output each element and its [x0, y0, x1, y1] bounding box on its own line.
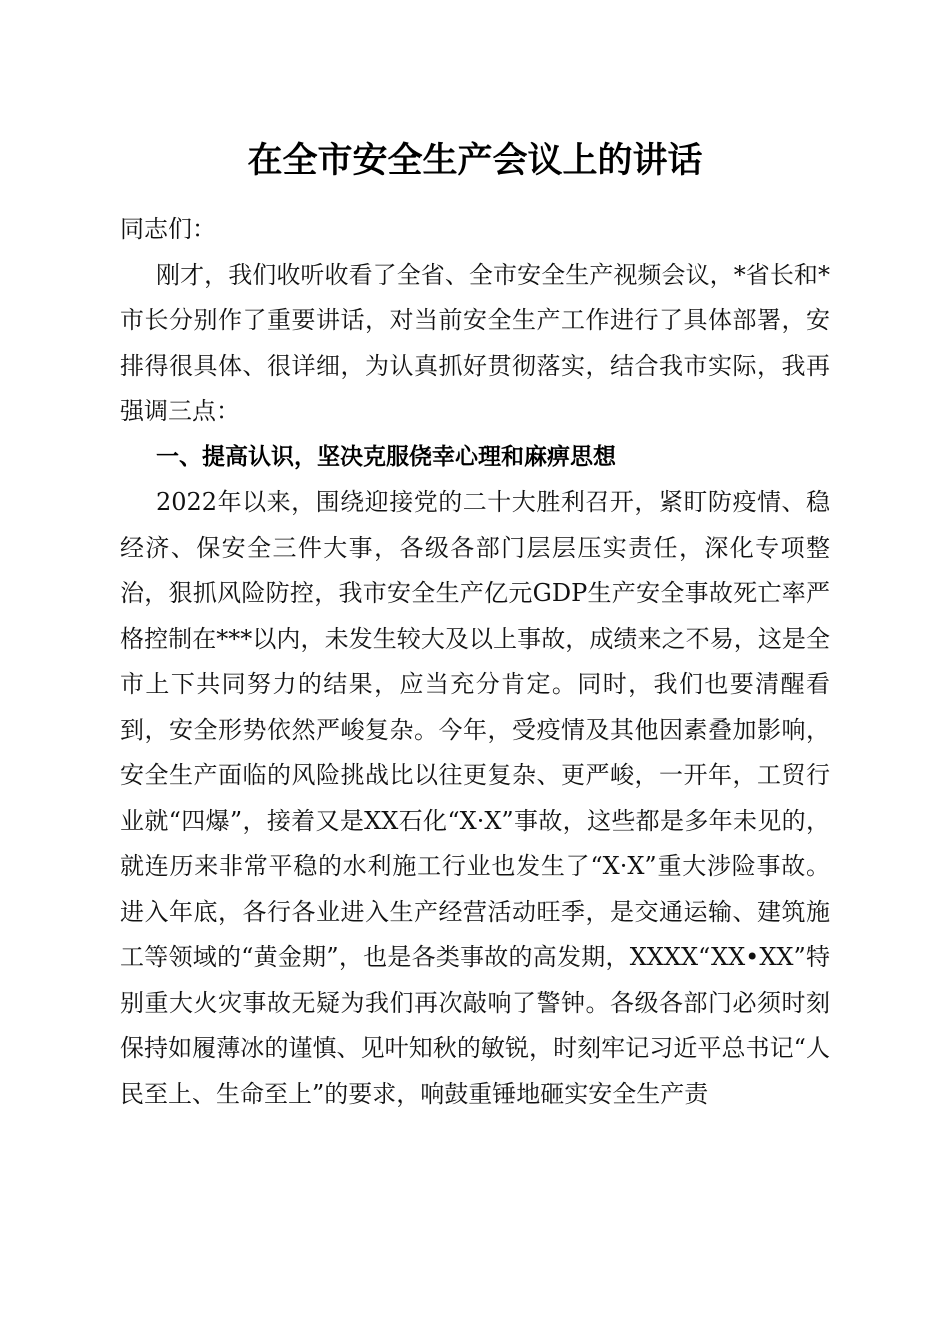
document-title: 在全市安全生产会议上的讲话	[247, 140, 703, 181]
section-heading-1: 一、提高认识，坚决克服侥幸心理和麻痹思想	[156, 443, 616, 470]
document-body	[120, 207, 830, 1117]
section-paragraph-1: 2022年以来，围绕迎接党的二十大胜利召开，紧盯防疫情、稳经济、保安全三件大事，各级各部门层层压实责任，深化专项整治，狠抓风险防控，我市安全生产亿元GDP生产安全事故死亡率严格控制在***以内，未发生较大及以上事故，成绩来之不易，这是全市上下共同努力的结果，应当充分肯定。同时，我们也要清醒看到，安全形势依然严峻复杂。今年，受疫情及其他因素叠加影响，安全生产面临的风险挑战比以往更复杂、更严峻，一开年，工贸行业就“四爆”，接着又是XX石化“X·X”事故，这些都是多年未见的，就连历来非常平稳的水利施工行业也发生了“X·X”重大涉险事故。进入年底，各行各业进入生产经营活动旺季，是交通运输、建筑施工等领域的“黄金期”，也是各类事故的高发期，XXXX“XX•XX”特别重大火灾事故无疑为我们再次敲响了警钟。各级各部门必须时刻保持如履薄冰的谨慎、见叶知秋的敏锐，时刻牢记习近平总书记“人民至上、生命至上”的要求，响鼓重锤地砸实安全生产责	[120, 488, 830, 1108]
salutation: 同志们：	[120, 215, 216, 243]
intro-paragraph: 刚才，我们收听收看了全省、全市安全生产视频会议，*省长和*市长分别作了重要讲话，对当前安全生产工作进行了具体部署，安排得很具体、很详细，为认真抓好贯彻落实，结合我市实际，我再强调三点：	[120, 260, 830, 425]
